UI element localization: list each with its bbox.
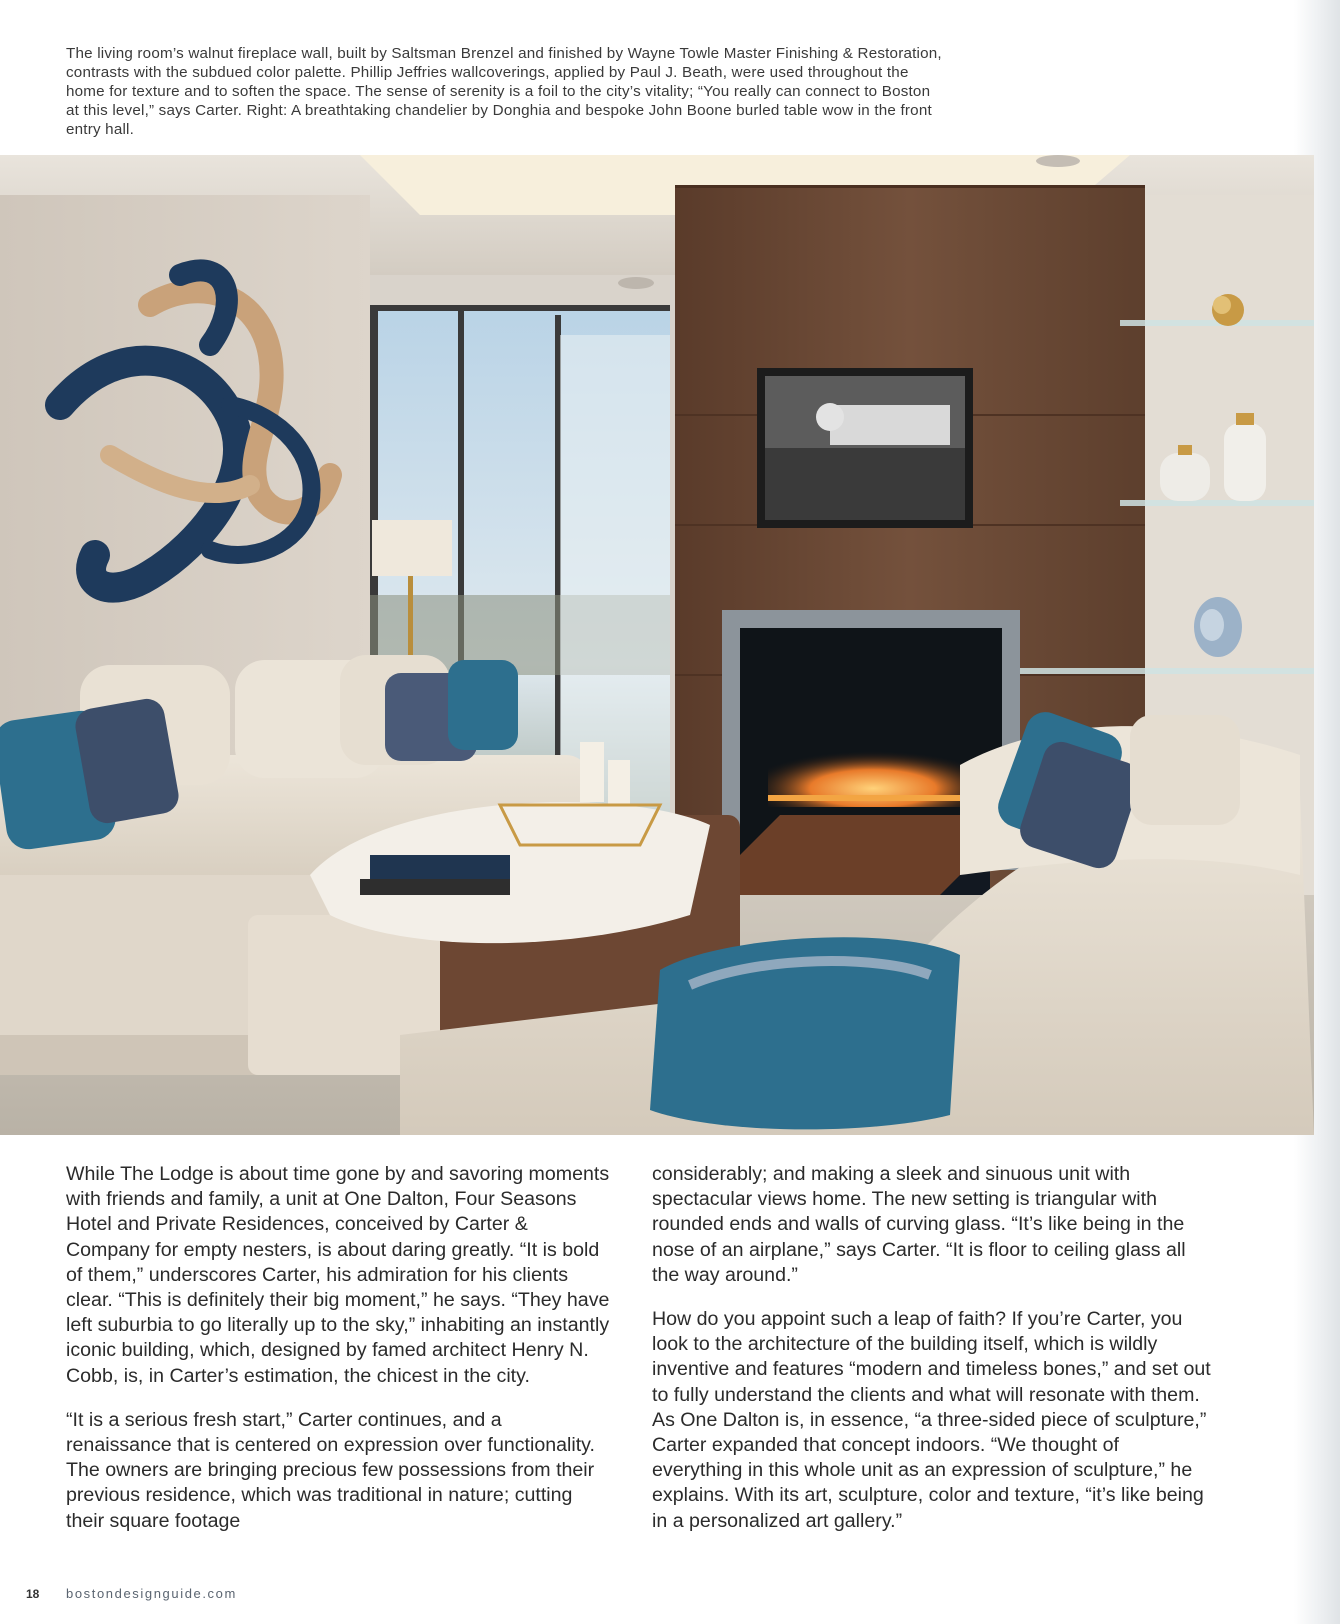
photo-caption: The living room’s walnut fireplace wall, built by Saltsman Brenzel and finished by Wayne Towle Master Finishing & Restoration, contrasts with the subdued color palette. Phillip Jeffries wallcoverings, applied by Paul J. Beath, were used throughout the home for texture and to soften the space. The sense of serenity is a foil to the city’s vitality; “You really can connect to Boston at this level,” says Carter. Right: A breathtaking chandelier by Donghia and bespoke John Boone burled table wow in the front entry hall. xyxy=(66,45,942,138)
body-paragraph: How do you appoint such a leap of faith? If you’re Carter, you look to the architecture of the building itself, which is wildly inventive and features “modern and timeless bones,” and set out to fully understand the clients and what will resonate with them. As One Dalton is, in essence, “a three-sided piece of sculpture,” Carter expanded that concept indoors. “We thought of everything in this whole unit as an expression of sculpture,” he explains. With its art, sculpture, color and texture, “it’s like being in a personalized art gallery.” xyxy=(652,1308,1211,1532)
body-column-right xyxy=(652,1162,1212,1553)
body-paragraph: considerably; and making a sleek and sinuous unit with spectacular views home. The new setting is triangular with rounded ends and walls of curving glass. “It’s like being in the nose of an airplane,” says Carter. “It is floor to ceiling glass all the way around.” xyxy=(652,1163,1186,1286)
living-room-photo xyxy=(0,155,1314,1135)
body-column-left xyxy=(66,1162,611,1553)
body-paragraph: While The Lodge is about time gone by and savoring moments with friends and family, a unit at One Dalton, Four Seasons Hotel and Private Residences, conceived by Carter & Company for empty nesters, is about daring greatly. “It is bold of them,” underscores Carter, his admiration for his clients clear. “This is definitely their big moment,” he says. “They have left suburbia to go literally up to the sky,” inhabiting an instantly iconic building, which, designed by famed architect Henry N. Cobb, is, in Carter’s estimation, the chicest in the city. xyxy=(66,1163,610,1387)
page-number: 18 xyxy=(26,1587,40,1601)
site-link[interactable]: bostondesignguide.com xyxy=(66,1586,237,1601)
body-paragraph: “It is a serious fresh start,” Carter continues, and a renaissance that is centered on expression over functionality. The owners are bringing precious few possessions from their previous residence, which was traditional in nature; cutting their square footage xyxy=(66,1408,595,1532)
